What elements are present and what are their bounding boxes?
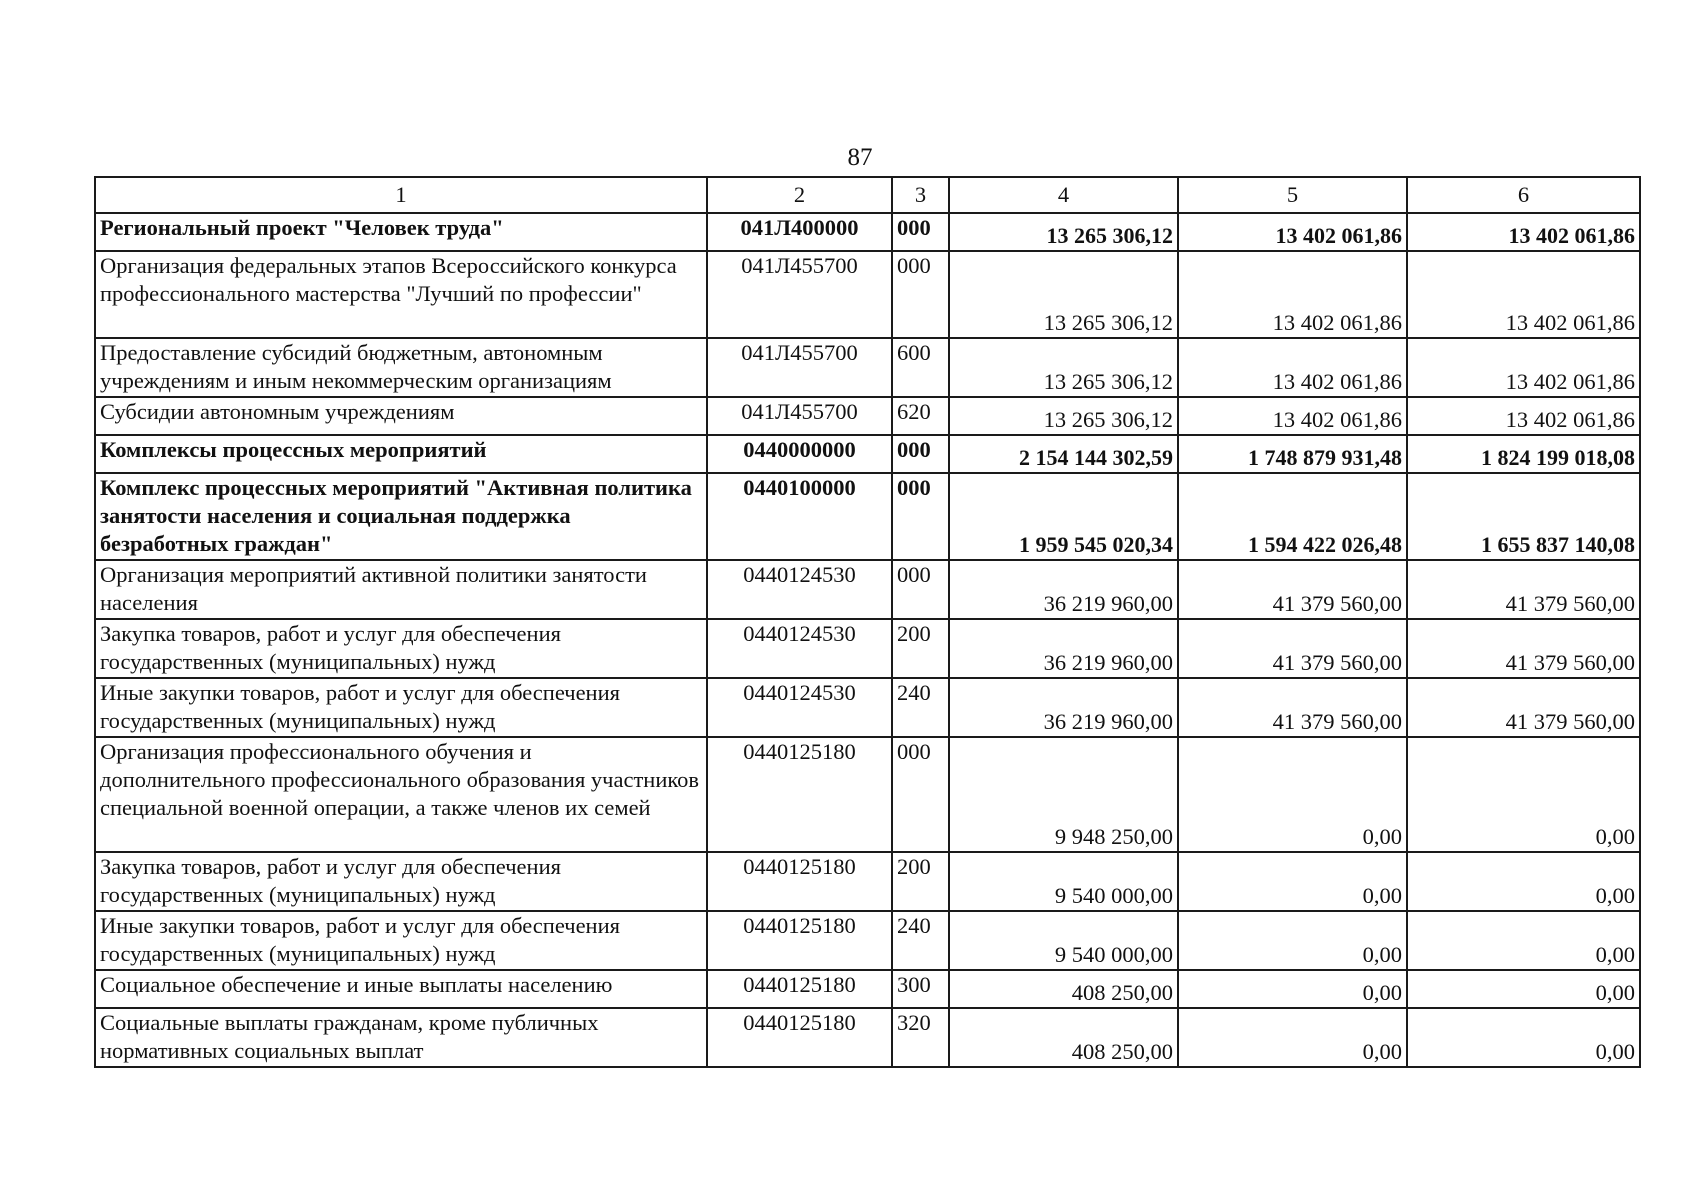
row-name: Иные закупки товаров, работ и услуг для обеспечения государственных (муниципальных) нужд [95, 911, 707, 970]
row-code: 0440125180 [707, 911, 892, 970]
table-row [95, 435, 1640, 473]
row-name: Социальное обеспечение и иные выплаты населению [95, 970, 707, 1008]
row-value-col6: 41 379 560,00 [1407, 560, 1640, 619]
row-name: Региональный проект "Человек труда" [95, 213, 707, 251]
row-name: Организация федеральных этапов Всероссийского конкурса профессионального мастерства "Лучший по профессии" [95, 251, 707, 338]
row-value-col4: 408 250,00 [949, 970, 1178, 1008]
table-row [95, 338, 1640, 397]
row-value-col6: 1 824 199 018,08 [1407, 435, 1640, 473]
row-code: 041Л400000 [707, 213, 892, 251]
row-value-col5: 13 402 061,86 [1178, 213, 1407, 251]
row-value-col4: 1 959 545 020,34 [949, 473, 1178, 560]
row-name: Субсидии автономным учреждениям [95, 397, 707, 435]
row-code: 0440124530 [707, 678, 892, 737]
column-header-2: 2 [707, 177, 892, 213]
row-name: Организация мероприятий активной политики занятости населения [95, 560, 707, 619]
row-expense-type: 600 [892, 338, 949, 397]
row-value-col5: 13 402 061,86 [1178, 251, 1407, 338]
table-header-row [95, 177, 1640, 213]
row-name: Иные закупки товаров, работ и услуг для обеспечения государственных (муниципальных) нужд [95, 678, 707, 737]
row-value-col4: 9 540 000,00 [949, 852, 1178, 911]
table-row [95, 737, 1640, 852]
row-value-col5: 0,00 [1178, 970, 1407, 1008]
table-row [95, 560, 1640, 619]
row-value-col4: 13 265 306,12 [949, 251, 1178, 338]
row-value-col6: 41 379 560,00 [1407, 678, 1640, 737]
row-value-col6: 41 379 560,00 [1407, 619, 1640, 678]
table-row [95, 678, 1640, 737]
row-value-col5: 0,00 [1178, 911, 1407, 970]
row-value-col4: 36 219 960,00 [949, 678, 1178, 737]
row-value-col4: 13 265 306,12 [949, 338, 1178, 397]
row-name: Комплексы процессных мероприятий [95, 435, 707, 473]
column-header-6: 6 [1407, 177, 1640, 213]
row-expense-type: 240 [892, 678, 949, 737]
budget-table [94, 176, 1641, 1068]
row-value-col5: 0,00 [1178, 1008, 1407, 1067]
row-expense-type: 000 [892, 213, 949, 251]
row-name: Закупка товаров, работ и услуг для обеспечения государственных (муниципальных) нужд [95, 852, 707, 911]
row-value-col6: 13 402 061,86 [1407, 213, 1640, 251]
row-expense-type: 300 [892, 970, 949, 1008]
column-header-5: 5 [1178, 177, 1407, 213]
table-row [95, 1008, 1640, 1067]
row-value-col5: 41 379 560,00 [1178, 560, 1407, 619]
row-value-col6: 0,00 [1407, 911, 1640, 970]
column-header-3: 3 [892, 177, 949, 213]
row-expense-type: 240 [892, 911, 949, 970]
column-header-1: 1 [95, 177, 707, 213]
row-code: 0440125180 [707, 852, 892, 911]
row-code: 041Л455700 [707, 397, 892, 435]
row-value-col5: 1 748 879 931,48 [1178, 435, 1407, 473]
row-name: Закупка товаров, работ и услуг для обеспечения государственных (муниципальных) нужд [95, 619, 707, 678]
row-expense-type: 000 [892, 435, 949, 473]
row-value-col6: 13 402 061,86 [1407, 397, 1640, 435]
row-name: Организация профессионального обучения и дополнительного профессионального образования участников специальной военной операции, а также членов их семей [95, 737, 707, 852]
table-row [95, 473, 1640, 560]
table-row [95, 911, 1640, 970]
page-number: 87 [847, 144, 873, 171]
row-value-col6: 13 402 061,86 [1407, 338, 1640, 397]
row-value-col5: 0,00 [1178, 852, 1407, 911]
row-code: 041Л455700 [707, 251, 892, 338]
table-row [95, 970, 1640, 1008]
row-value-col4: 408 250,00 [949, 1008, 1178, 1067]
row-name: Предоставление субсидий бюджетным, автономным учреждениям и иным некоммерческим организациям [95, 338, 707, 397]
row-value-col5: 13 402 061,86 [1178, 397, 1407, 435]
row-value-col4: 13 265 306,12 [949, 213, 1178, 251]
row-code: 0440000000 [707, 435, 892, 473]
row-value-col6: 0,00 [1407, 970, 1640, 1008]
row-expense-type: 200 [892, 619, 949, 678]
row-name: Комплекс процессных мероприятий "Активная политика занятости населения и социальная поддержка безработных граждан" [95, 473, 707, 560]
row-value-col5: 41 379 560,00 [1178, 619, 1407, 678]
row-value-col5: 0,00 [1178, 737, 1407, 852]
column-header-4: 4 [949, 177, 1178, 213]
row-code: 0440125180 [707, 970, 892, 1008]
table-row [95, 251, 1640, 338]
row-value-col4: 9 948 250,00 [949, 737, 1178, 852]
row-expense-type: 000 [892, 251, 949, 338]
row-expense-type: 320 [892, 1008, 949, 1067]
row-code: 0440125180 [707, 737, 892, 852]
row-value-col4: 13 265 306,12 [949, 397, 1178, 435]
table-row [95, 213, 1640, 251]
row-value-col4: 36 219 960,00 [949, 560, 1178, 619]
row-expense-type: 200 [892, 852, 949, 911]
row-value-col4: 9 540 000,00 [949, 911, 1178, 970]
row-code: 0440124530 [707, 619, 892, 678]
table-row [95, 397, 1640, 435]
row-value-col5: 41 379 560,00 [1178, 678, 1407, 737]
row-value-col6: 0,00 [1407, 852, 1640, 911]
row-code: 0440125180 [707, 1008, 892, 1067]
row-value-col6: 1 655 837 140,08 [1407, 473, 1640, 560]
row-value-col4: 36 219 960,00 [949, 619, 1178, 678]
table-row [95, 619, 1640, 678]
row-value-col4: 2 154 144 302,59 [949, 435, 1178, 473]
row-value-col6: 0,00 [1407, 737, 1640, 852]
row-value-col6: 13 402 061,86 [1407, 251, 1640, 338]
table-row [95, 852, 1640, 911]
row-name: Социальные выплаты гражданам, кроме публичных нормативных социальных выплат [95, 1008, 707, 1067]
row-code: 0440124530 [707, 560, 892, 619]
row-expense-type: 620 [892, 397, 949, 435]
row-code: 0440100000 [707, 473, 892, 560]
row-value-col5: 1 594 422 026,48 [1178, 473, 1407, 560]
row-expense-type: 000 [892, 473, 949, 560]
row-expense-type: 000 [892, 560, 949, 619]
row-expense-type: 000 [892, 737, 949, 852]
row-value-col5: 13 402 061,86 [1178, 338, 1407, 397]
row-value-col6: 0,00 [1407, 1008, 1640, 1067]
row-code: 041Л455700 [707, 338, 892, 397]
